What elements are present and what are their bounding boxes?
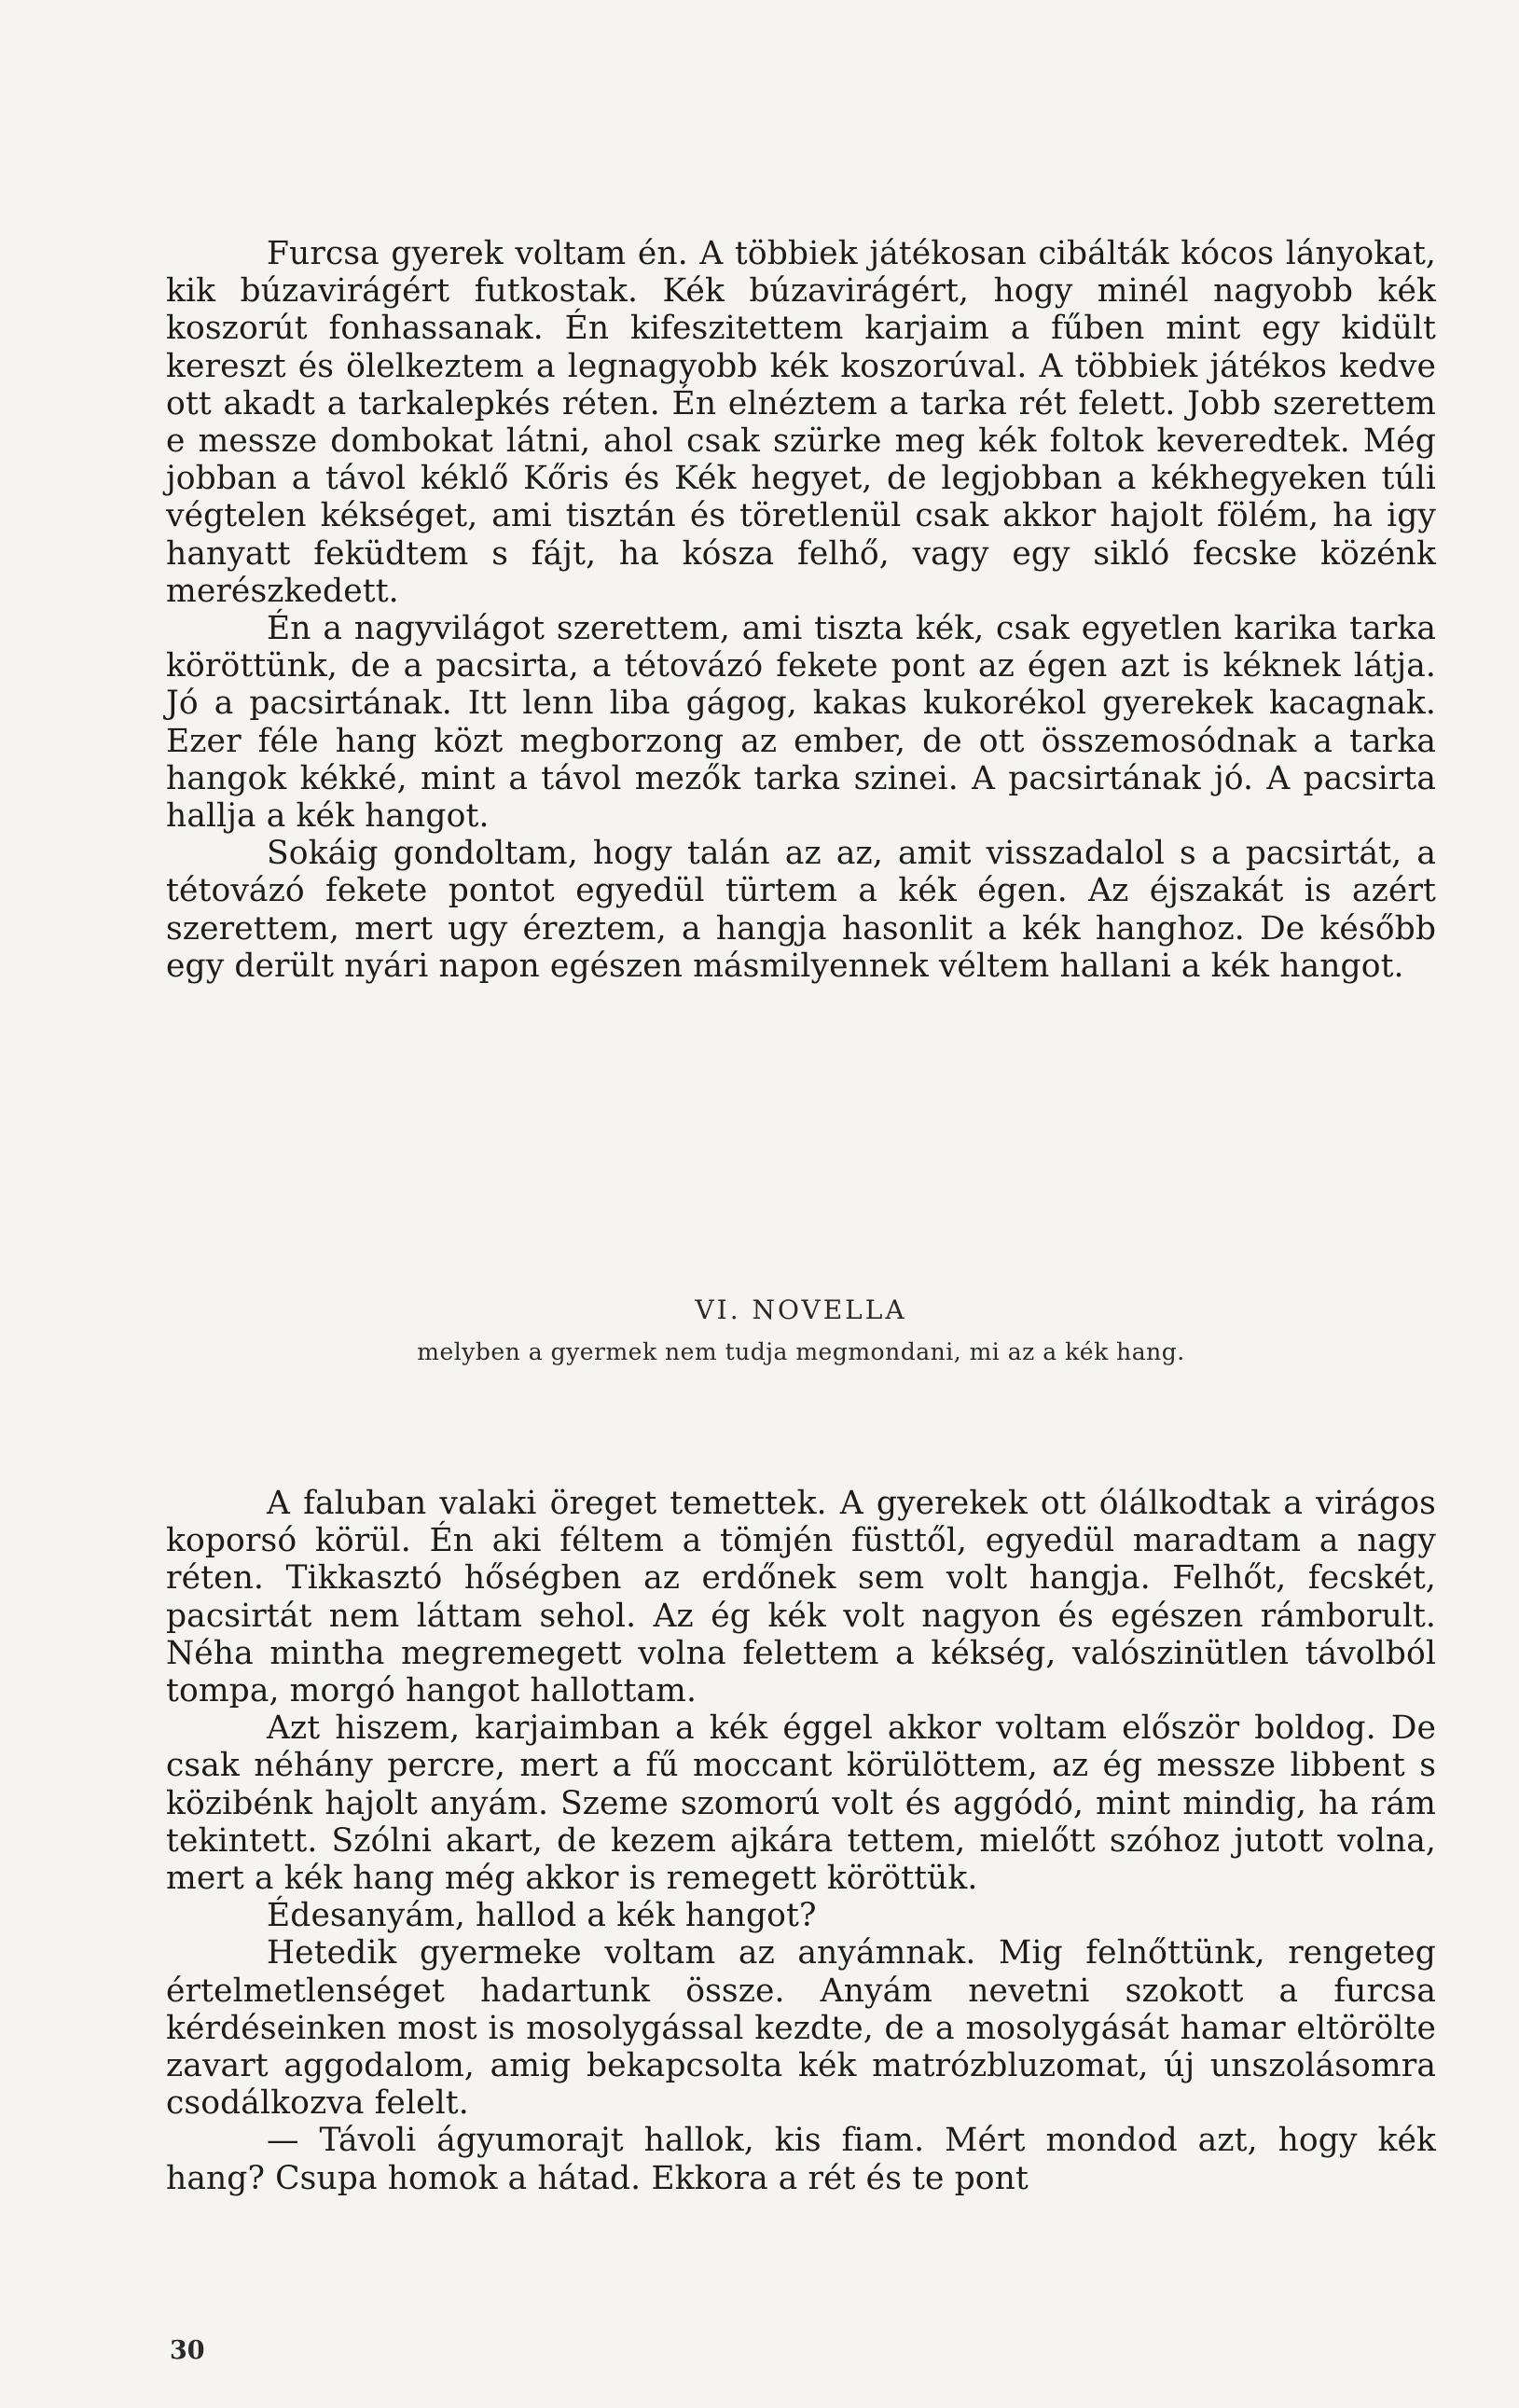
paragraph: Furcsa gyerek voltam én. A többiek játékosan cibálták kócos lányokat, kik búzavirágért futkostak. Kék búzavirágért, hogy minél nagyobb kék koszorút fonhassanak. Én kifeszitettem karjaim a fűben mint egy kidült kereszt és ölelkeztem a legnagyobb kék koszorúval. A többiek játékos kedve ott akadt a tarkalepkés réten. Én elnéztem a tarka rét felett. Jobb szerettem e messze dombokat látni, ahol csak szürke meg kék foltok keveredtek. Még jobban a távol kéklő Kőris és Kék hegyet, de legjobban a kékhegyeken túli végtelen kékséget, ami tisztán és töretlenül csak akkor hajolt fölém, ha igy hanyatt feküdtem s fájt, ha kósza felhő, vagy egy sikló fecske közénk merészkedett. bbox=[166, 235, 1436, 610]
paragraph: Azt hiszem, karjaimban a kék éggel akkor voltam először boldog. De csak néhány percre, mert a fű moccant körülöttem, az ég messze libbent s közibénk hajolt anyám. Szeme szomorú volt és aggódó, mint mindig, ha rám tekintett. Szólni akart, de kezem ajkára tettem, mielőtt szóhoz jutott volna, mert a kék hang még akkor is remegett köröttük. bbox=[166, 1709, 1436, 1898]
paragraph: Én a nagyvilágot szerettem, ami tiszta kék, csak egyetlen karika tarka köröttünk, de a pacsirta, a tétovázó fekete pont az égen azt is kéknek látja. Jó a pacsirtának. Itt lenn liba gágog, kakas kukorékol gyerekek kacagnak. Ezer féle hang közt megborzong az ember, de ott összemosódnak a tarka hangok kékké, mint a távol mezők tarka szinei. A pacsirtának jó. A pacsirta hallja a kék hangot. bbox=[166, 610, 1436, 836]
paragraph: Édesanyám, hallod a kék hangot? bbox=[267, 1897, 817, 1935]
paragraph: A faluban valaki öreget temettek. A gyerekek ott ólálkodtak a virágos koporsó körül. Én aki féltem a tömjén füsttől, egyedül maradtam a nagy réten. Tikkasztó hőségben az erdőnek sem volt hangja. Felhőt, fecskét, pacsirtát nem láttam sehol. Az ég kék volt nagyon és egészen rámborult. Néha mintha megremegett volna felettem a kékség, valószinütlen távolból tompa, morgó hangot hallottam. bbox=[166, 1485, 1436, 1710]
paragraph: — Távoli ágyumorajt hallok, kis fiam. Mért mondod azt, hogy kék hang? Csupa homok a hátad. Ekkora a rét és te pont bbox=[166, 2122, 1436, 2197]
section-1-text bbox=[166, 235, 1436, 985]
page-number: 30 bbox=[170, 2336, 205, 2365]
chapter-subtitle: melyben a gyermek nem tudja megmondani, mi az a kék hang. bbox=[417, 1338, 1185, 1365]
section-2-text bbox=[166, 1485, 1436, 2197]
paragraph: Hetedik gyermeke voltam az anyámnak. Mig felnőttünk, rengeteg értelmetlenséget hadartunk össze. Anyám nevetni szokott a furcsa kérdéseinken most is mosolygással kezdte, de a mosolygását hamar eltörölte zavart aggodalom, amig bekapcsolta kék matrózbluzomat, új unszolásomra csodálkozva felelt. bbox=[166, 1934, 1436, 2123]
chapter-title: VI. NOVELLA bbox=[695, 1294, 907, 1325]
paragraph: Sokáig gondoltam, hogy talán az az, amit visszadalol s a pacsirtát, a tétovázó fekete pontot egyedül türtem a kék égen. Az éjszakát is azért szerettem, mert ugy éreztem, a hangja hasonlit a kék hanghoz. De később egy derült nyári napon egészen másmilyennek véltem hallani a kék hangot. bbox=[166, 835, 1436, 985]
